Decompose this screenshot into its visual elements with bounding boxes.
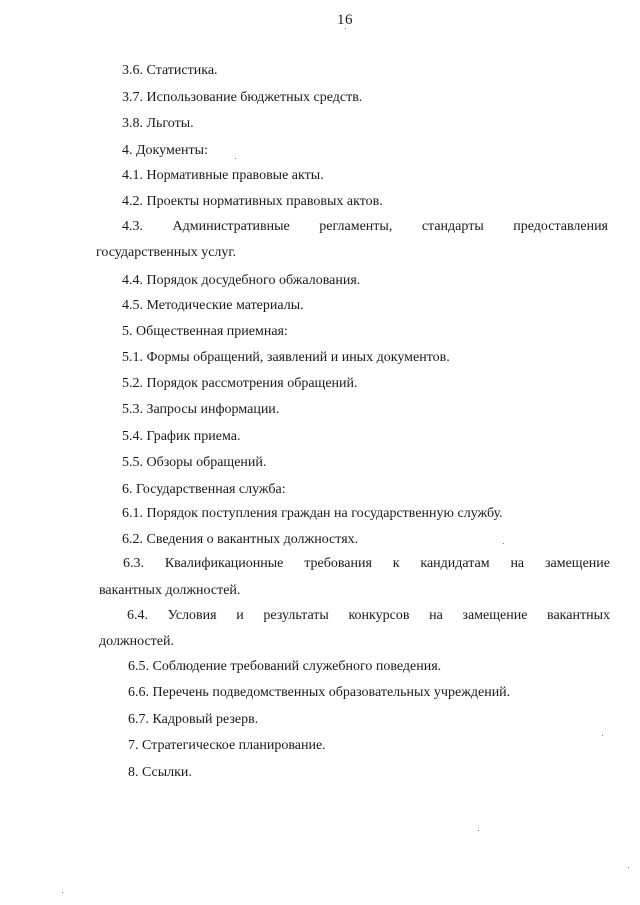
list-item-3-7: 3.7. Использование бюджетных средств.	[122, 90, 363, 105]
list-item-3-8: 3.8. Льготы.	[122, 116, 194, 131]
list-item-4-5: 4.5. Методические материалы.	[122, 298, 304, 313]
section-heading-8: 8. Ссылки.	[128, 765, 192, 780]
section-heading-4: 4. Документы:	[122, 143, 208, 158]
list-item-6-2: 6.2. Сведения о вакантных должностях.	[122, 532, 359, 547]
list-item-6-4-line-2: должностей.	[99, 634, 174, 649]
scan-speck	[345, 28, 346, 29]
scan-speck	[628, 867, 629, 868]
list-item-5-4: 5.4. График приема.	[122, 429, 241, 444]
section-heading-5: 5. Общественная приемная:	[122, 324, 288, 339]
list-item-6-4-line-1: 6.4. Условия и результаты конкурсов на замещение вакантных	[127, 608, 610, 623]
scan-speck	[602, 735, 603, 736]
page-number: 16	[337, 12, 353, 28]
list-item-6-4	[99, 607, 610, 651]
list-item-5-2: 5.2. Порядок рассмотрения обращений.	[122, 376, 358, 391]
list-item-6-3-line-1: 6.3. Квалификационные требования к кандидатам на замещение	[123, 556, 610, 571]
scan-speck	[62, 892, 63, 893]
list-item-4-1: 4.1. Нормативные правовые акты.	[122, 168, 324, 183]
list-item-3-6: 3.6. Статистика.	[122, 63, 218, 78]
list-item-4-3	[96, 218, 608, 262]
list-item-6-1: 6.1. Порядок поступления граждан на государственную службу.	[122, 506, 503, 521]
list-item-5-1: 5.1. Формы обращений, заявлений и иных документов.	[122, 350, 450, 365]
section-heading-7: 7. Стратегическое планирование.	[128, 738, 326, 753]
list-item-4-3-line-1: 4.3. Административные регламенты, стандарты предоставления	[122, 219, 608, 234]
list-item-6-5: 6.5. Соблюдение требований служебного поведения.	[128, 659, 442, 674]
list-item-4-3-line-2: государственных услуг.	[96, 245, 237, 260]
scan-speck	[478, 830, 479, 831]
scan-speck	[503, 543, 504, 544]
list-item-6-3-line-2: вакантных должностей.	[99, 583, 241, 598]
list-item-6-7: 6.7. Кадровый резерв.	[128, 712, 259, 727]
list-item-4-4: 4.4. Порядок досудебного обжалования.	[122, 273, 361, 288]
section-heading-6: 6. Государственная служба:	[122, 482, 286, 497]
list-item-5-5: 5.5. Обзоры обращений.	[122, 455, 267, 470]
list-item-6-3	[99, 555, 610, 600]
scan-speck	[235, 158, 236, 159]
list-item-6-6: 6.6. Перечень подведомственных образовательных учреждений.	[128, 685, 511, 700]
list-item-4-2: 4.2. Проекты нормативных правовых актов.	[122, 194, 383, 209]
list-item-5-3: 5.3. Запросы информации.	[122, 402, 280, 417]
